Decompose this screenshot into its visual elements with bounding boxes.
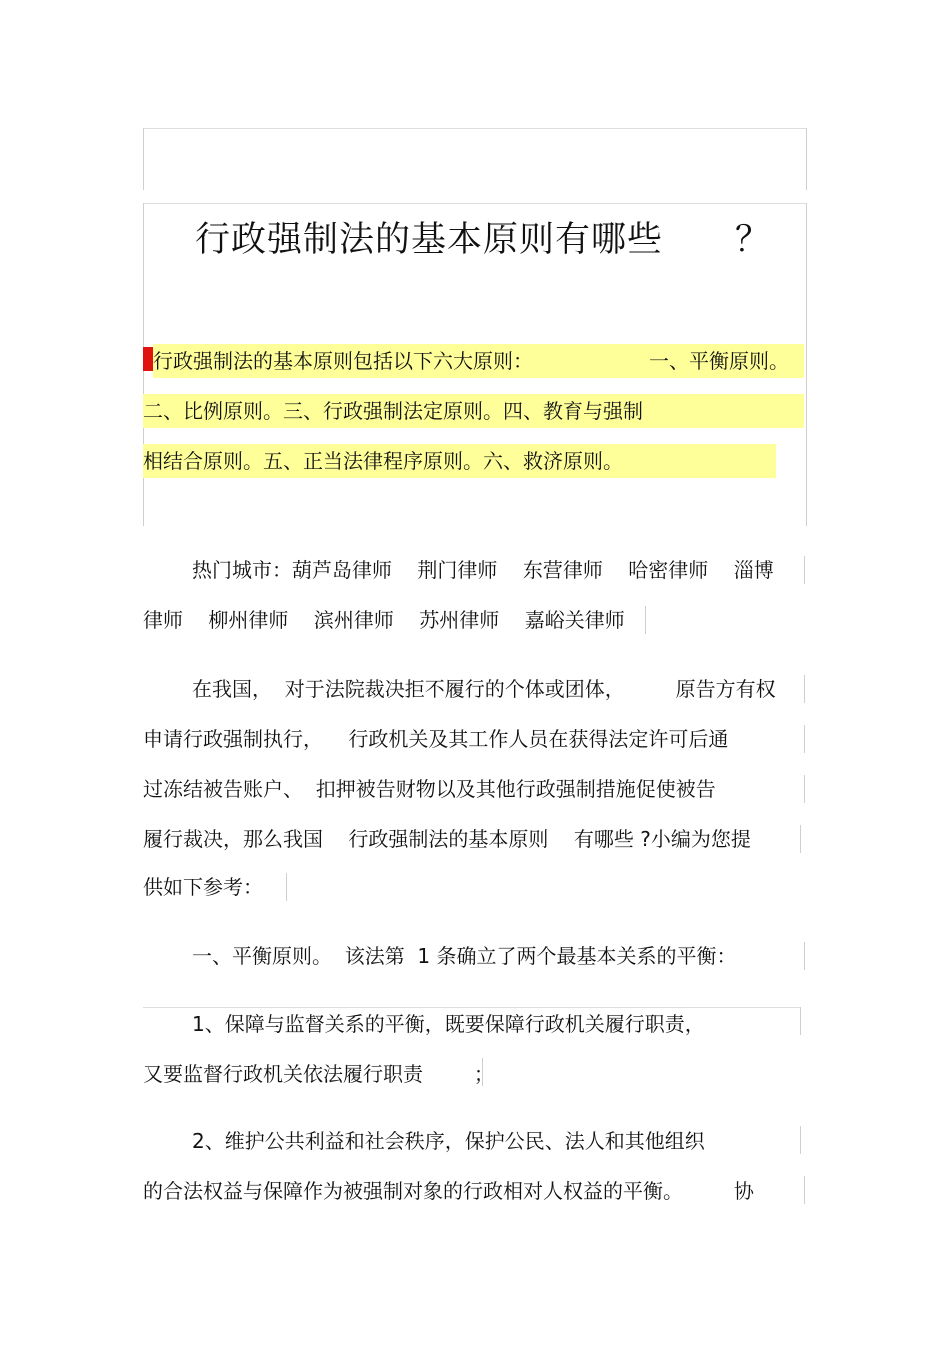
summary-text-1a: 行政强制法的基本原则包括以下六大原则：: [153, 349, 533, 373]
summary-line-3: 相结合原则。五、正当法律程序原则。六、救济原则。: [143, 444, 776, 478]
hot-cities-line-1: 热门城市：葫芦岛律师 荆门律师 东营律师 哈密律师 淄博: [192, 558, 774, 582]
intro-line-4: 履行裁决，那么我国 行政强制法的基本原则 有哪些 ?小编为您提: [143, 827, 751, 851]
frame-right-line-14: [804, 1176, 805, 1204]
frame-right-line-13: [800, 1126, 801, 1154]
frame-left-line-1: [143, 128, 144, 190]
point-2-line-2: 的合法权益与保障作为被强制对象的行政相对人权益的平衡。 协: [143, 1179, 754, 1203]
frame-point-line: [143, 1007, 801, 1008]
frame-right-line-11: [800, 1007, 801, 1035]
frame-right-line-8: [800, 825, 801, 853]
summary-marker: [143, 347, 153, 371]
frame-mid-line: [143, 203, 807, 204]
frame-right-line-5: [804, 675, 805, 703]
intro-line-2: 申请行政强制执行， 行政机关及其工作人员在获得法定许可后通: [143, 727, 729, 751]
point-1-line-1: 1、保障与监督关系的平衡，既要保障行政机关履行职责，: [192, 1012, 705, 1036]
page-title: 行政强制法的基本原则有哪些: [195, 220, 664, 260]
intro-line-5: 供如下参考：: [143, 875, 263, 899]
summary-line-1: [153, 344, 804, 378]
summary-text-1b: 一、平衡原则。: [649, 349, 789, 373]
frame-right-line-10: [804, 942, 805, 970]
point-1-line-2: 又要监督行政机关依法履行职责 ；: [143, 1062, 494, 1086]
frame-right-line-7: [804, 775, 805, 803]
title-question-mark: ？: [735, 220, 772, 260]
frame-right-line-2: [806, 203, 807, 526]
frame-right-line-1: [806, 128, 807, 190]
section-1-heading: 一、平衡原则。 该法第 1 条确立了两个最基本关系的平衡：: [192, 944, 737, 968]
frame-right-line-6: [804, 725, 805, 753]
frame-top-line: [143, 128, 807, 129]
frame-right-line-3: [804, 556, 805, 584]
frame-right-line-4: [645, 606, 646, 634]
frame-right-line-9: [286, 873, 287, 901]
intro-line-3: 过冻结被告账户、 扣押被告财物以及其他行政强制措施促使被告: [143, 777, 716, 801]
hot-cities-line-2: 律师 柳州律师 滨州律师 苏州律师 嘉峪关律师: [143, 608, 625, 632]
point-2-line-1: 2、维护公共利益和社会秩序，保护公民、法人和其他组织: [192, 1129, 705, 1153]
intro-line-1: 在我国， 对于法院裁决拒不履行的个体或团体， 原告方有权: [192, 677, 776, 701]
summary-line-2: 二、比例原则。三、行政强制法定原则。四、教育与强制: [143, 394, 804, 428]
